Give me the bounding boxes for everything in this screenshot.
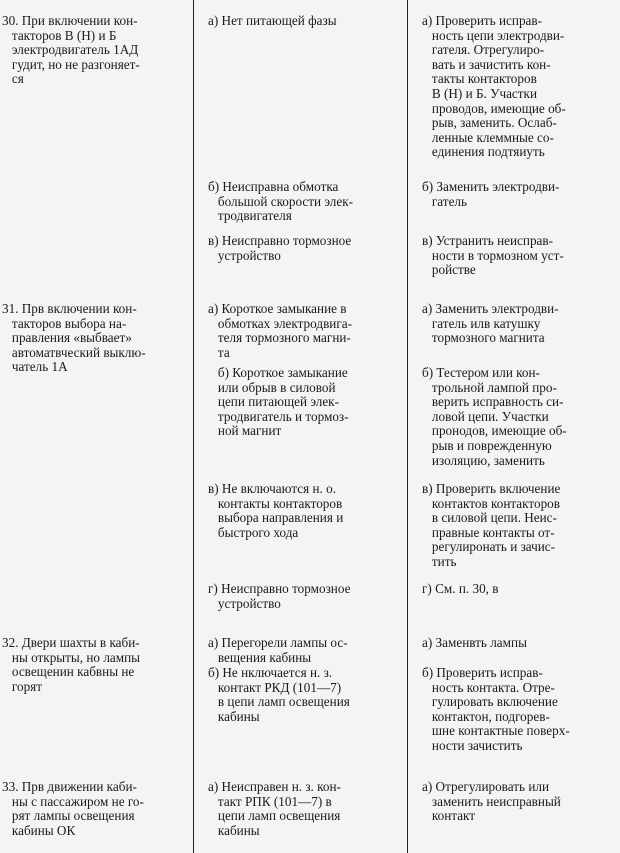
text-line: контактов контакторов xyxy=(422,495,560,511)
problem-32 xyxy=(2,636,188,694)
remedy-31c xyxy=(422,482,614,570)
text-line: ны с пассажиром не го- xyxy=(2,793,144,809)
text-line: кабины xyxy=(208,708,260,724)
text-line: кабины ОК xyxy=(2,822,76,838)
remedy-33a xyxy=(422,780,614,824)
text-line: ной магнит xyxy=(208,423,282,439)
text-line: контакты контакторов xyxy=(208,495,343,511)
cause-32a xyxy=(208,636,398,665)
text-line: а) Нет питающей фазы xyxy=(208,13,337,28)
text-line: пронодов, имеющие об- xyxy=(422,423,567,439)
text-line: в силовой цепи. Неис- xyxy=(422,510,557,526)
text-line: проводов, имеющие об- xyxy=(422,100,566,116)
text-line: контакт xyxy=(422,808,476,824)
text-line: шне контактные поверх- xyxy=(422,723,570,739)
cause-30c xyxy=(208,234,398,263)
cause-31d xyxy=(208,582,398,611)
text-line: устройство xyxy=(208,595,281,611)
text-line: а) Неисправен н. з. кон- xyxy=(208,779,341,794)
text-line: а) Короткое замыкание в xyxy=(208,301,347,316)
text-line: гатель xyxy=(422,193,468,209)
text-line: в) Не включаются н. о. xyxy=(208,481,336,496)
cause-31b xyxy=(208,366,398,439)
text-line: цепи ламп освещения xyxy=(208,808,341,824)
text-line: гателя. Отрегулиро- xyxy=(422,42,545,58)
cause-32b xyxy=(208,666,398,724)
cause-30a xyxy=(208,14,398,29)
text-line: б) Короткое замыкание xyxy=(208,365,348,380)
remedy-32a xyxy=(422,636,614,651)
text-line: освещенин кабвны не xyxy=(2,664,135,680)
text-line: правные контакты от- xyxy=(422,524,555,540)
text-line: тить xyxy=(422,553,457,569)
text-line: ность цепи электродви- xyxy=(422,27,565,43)
remedy-31d xyxy=(422,582,614,597)
text-line: 33. Прв движении каби- xyxy=(2,779,137,794)
text-line: рыв и поврежденную xyxy=(422,437,552,453)
problem-30 xyxy=(2,14,188,87)
text-line: такт РПК (101—7) в xyxy=(208,793,332,809)
text-line: б) Не нключается н. з. xyxy=(208,665,333,680)
text-line: теля тормозного магни- xyxy=(208,330,351,346)
text-line: б) Заменить электродви- xyxy=(422,179,560,194)
text-line: кабины xyxy=(208,822,260,838)
text-line: заменить неисправный xyxy=(422,793,561,809)
text-line: вать и зачистить кон- xyxy=(422,56,551,72)
cause-31c xyxy=(208,482,398,540)
text-line: обмотках электродвига- xyxy=(208,315,353,331)
text-line: г) См. п. 30, в xyxy=(422,581,499,596)
remedy-30c xyxy=(422,234,614,278)
text-line: вещения кабины xyxy=(208,649,312,665)
text-line: цепи питающей элек- xyxy=(208,394,339,410)
text-line: такты контакторов xyxy=(422,71,537,87)
text-line: 31. Прв включении кон- xyxy=(2,301,137,316)
column-divider-right xyxy=(407,0,408,853)
remedy-30b xyxy=(422,180,614,209)
text-line: б) Неисправна обмотка xyxy=(208,179,339,194)
text-line: ности зачистить xyxy=(422,737,523,753)
text-line: а) Проверить исправ- xyxy=(422,13,543,28)
text-line: изоляцию, заменить xyxy=(422,452,545,468)
remedy-32b xyxy=(422,666,614,754)
text-line: б) Тестером или кон- xyxy=(422,365,540,380)
text-line: ройстве xyxy=(422,262,476,278)
text-line: тродвигатель и тормоз- xyxy=(208,408,349,424)
text-line: ленные клеммные со- xyxy=(422,129,554,145)
text-line: в) Проверить включение xyxy=(422,481,561,496)
text-line: 32. Двери шахты в каби- xyxy=(2,635,140,650)
text-line: гудит, но не разгоняет- xyxy=(2,56,140,72)
text-line: 30. При включении кон- xyxy=(2,13,138,28)
text-line: а) Заменить электродви- xyxy=(422,301,559,316)
text-line: правления «выбвает» xyxy=(2,330,132,346)
text-line: верить исправность си- xyxy=(422,394,564,410)
text-line: ности в тормозном уст- xyxy=(422,247,564,263)
remedy-30a xyxy=(422,14,614,160)
column-divider-left xyxy=(193,0,194,853)
text-line: а) Заменвть лампы xyxy=(422,635,527,650)
problem-33 xyxy=(2,780,188,838)
text-line: а) Отрегулировать или xyxy=(422,779,550,794)
text-line: гатель илв катушку xyxy=(422,315,541,331)
text-line: ность контакта. Отре- xyxy=(422,679,555,695)
text-line: в) Неисправно тормозное xyxy=(208,233,352,248)
text-line: такторов В (Н) и Б xyxy=(2,27,117,43)
remedy-31a xyxy=(422,302,614,346)
text-line: ловой цепи. Участки xyxy=(422,408,549,424)
text-line: а) Перегорели лампы ос- xyxy=(208,635,348,650)
text-line: регулиронать и зачис- xyxy=(422,539,556,555)
text-line: единения подтяиуть xyxy=(422,144,545,160)
text-line: в цепи ламп освещения xyxy=(208,694,350,710)
text-line: та xyxy=(208,344,230,360)
text-line: большой скорости элек- xyxy=(208,193,354,209)
text-line: ся xyxy=(2,71,24,87)
text-line: рят лампы освещения xyxy=(2,808,135,824)
text-line: автоматвческий выклю- xyxy=(2,344,146,360)
cause-30b xyxy=(208,180,398,224)
cause-33a xyxy=(208,780,398,838)
text-line: рыв, заменить. Ослаб- xyxy=(422,115,557,131)
text-line: контактон, подгорев- xyxy=(422,708,550,724)
text-line: б) Проверить исправ- xyxy=(422,665,543,680)
text-line: такторов выбора на- xyxy=(2,315,127,331)
text-line: г) Неисправно тормозное xyxy=(208,581,351,596)
text-line: контакт РКД (101—7) xyxy=(208,679,342,695)
text-line: быстрого хода xyxy=(208,524,299,540)
text-line: чатель 1А xyxy=(2,359,68,375)
text-line: устройство xyxy=(208,247,281,263)
text-line: электродвигатель 1АД xyxy=(2,42,139,58)
text-line: выбора направления и xyxy=(208,510,344,526)
text-line: или обрыв в силовой xyxy=(208,379,336,395)
text-line: гулировать включение xyxy=(422,694,558,710)
remedy-31b xyxy=(422,366,614,468)
text-line: тродвигателя xyxy=(208,208,292,224)
text-line: ны открыты, но лампы xyxy=(2,649,141,665)
text-line: В (Н) и Б. Участки xyxy=(422,85,538,101)
cause-31a xyxy=(208,302,398,360)
text-line: трольной лампой про- xyxy=(422,379,557,395)
text-line: тормозного магнита xyxy=(422,330,545,346)
text-line: горят xyxy=(2,678,42,694)
problem-31 xyxy=(2,302,188,375)
text-line: в) Устранить неисправ- xyxy=(422,233,554,248)
